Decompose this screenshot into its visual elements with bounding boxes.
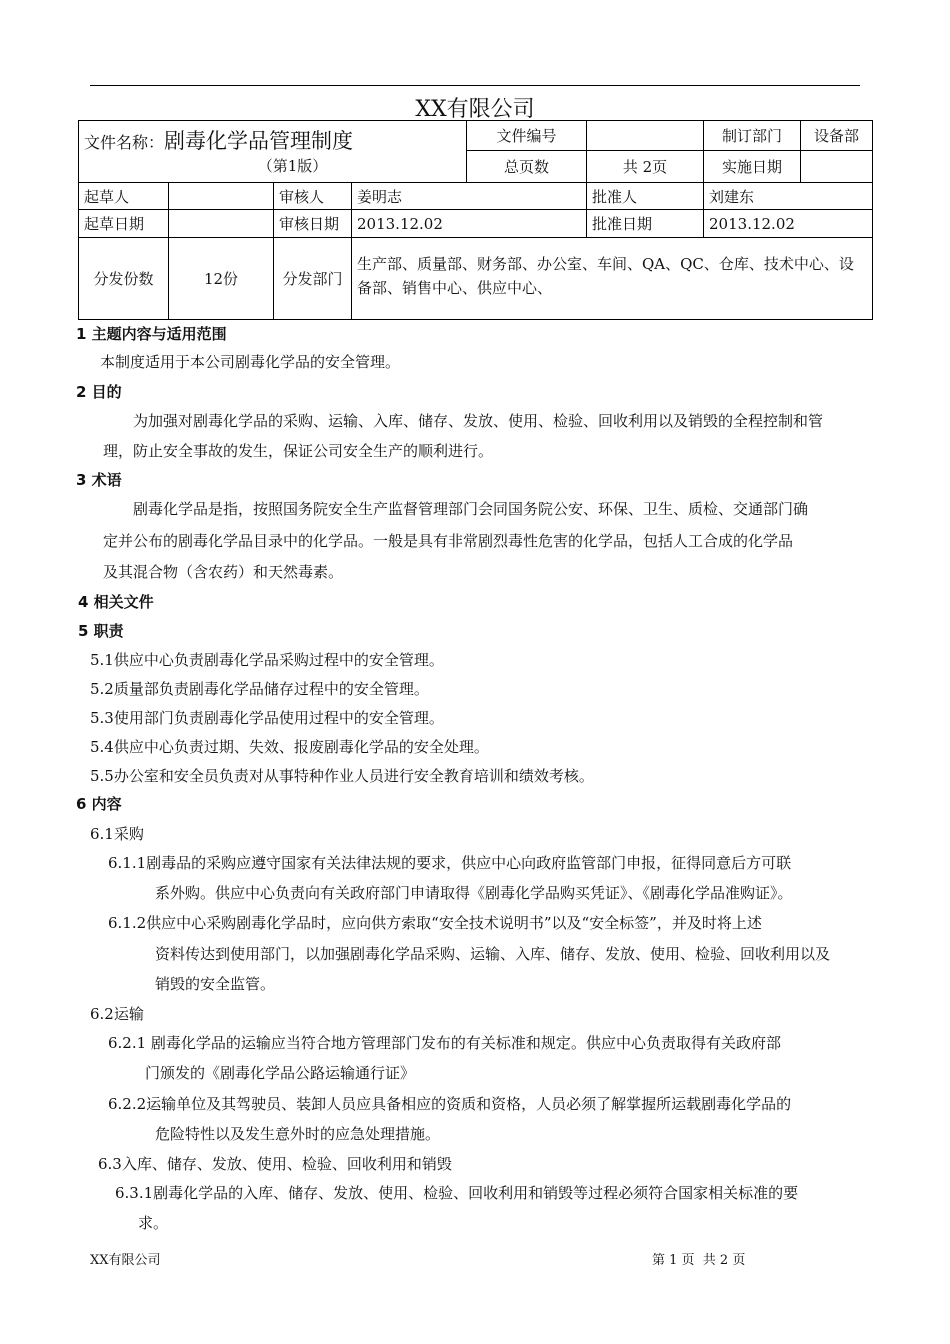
file-name: 剧毒化学品管理制度: [164, 129, 354, 153]
approver-label: 批准人: [587, 183, 704, 210]
section-3-line-3: 及其混合物（含农药）和天然毒素。: [103, 563, 344, 581]
drafter-value: [169, 183, 274, 210]
file-no-label: 文件编号: [467, 121, 587, 151]
clause-6-1-1-line-1: 6.1.1剧毒品的采购应遵守国家有关法律法规的要求，供应中心向政府监管部门申报，征得同意后方可联: [108, 854, 792, 872]
dist-dept-label: 分发部门: [274, 238, 352, 320]
section-6-title: 6 内容: [76, 795, 122, 813]
section-2-line-2: 理，防止安全事故的发生，保证公司安全生产的顺利进行。: [103, 442, 494, 460]
footer-company: XX有限公司: [90, 1253, 161, 1268]
draft-date-label: 起草日期: [79, 210, 169, 238]
section-6-2-title: 6.2运输: [90, 1005, 144, 1023]
dept-label: 制订部门: [704, 121, 801, 151]
file-name-cell: [79, 121, 467, 183]
duty-item: 5.1供应中心负责剧毒化学品采购过程中的安全管理。: [90, 651, 444, 669]
file-name-label: 文件名称：: [84, 133, 165, 152]
review-date-value: 2013.12.02: [352, 210, 587, 238]
footer-page-info: 第 1 页 共 2 页: [652, 1253, 746, 1268]
effective-date-value: [801, 151, 873, 183]
total-pages-value: 共 2页: [587, 151, 704, 183]
duty-item: 5.4供应中心负责过期、失效、报废剧毒化学品的安全处理。: [90, 738, 489, 756]
duty-item: 5.2质量部负责剧毒化学品储存过程中的安全管理。: [90, 680, 429, 698]
copies-label: 分发份数: [79, 238, 169, 320]
section-3-title: 3 术语: [76, 471, 122, 489]
approver-value: 刘建东: [704, 183, 873, 210]
reviewer-label: 审核人: [274, 183, 352, 210]
clause-6-2-1-line-1: 6.2.1 剧毒化学品的运输应当符合地方管理部门发布的有关标准和规定。供应中心负责取得有关政府部: [108, 1034, 781, 1052]
clause-6-1-2-line-1: 6.1.2供应中心采购剧毒化学品时，应向供方索取“安全技术说明书”以及“安全标签”，并及时将上述: [108, 914, 762, 932]
header-rule: [90, 85, 860, 86]
section-6-3-title: 6.3入库、储存、发放、使用、检验、回收利用和销毁: [98, 1155, 452, 1173]
approve-date-label: 批准日期: [587, 210, 704, 238]
clause-6-3-1-line-2: 求。: [138, 1214, 169, 1232]
dist-dept-value: 生产部、质量部、财务部、办公室、车间、QA、QC、仓库、技术中心、设备部、销售中心、供应中心、: [352, 238, 873, 320]
section-3-line-1: 剧毒化学品是指，按照国务院安全生产监督管理部门会同国务院公安、环保、卫生、质检、交通部门确: [133, 500, 809, 518]
total-pages-label: 总页数: [467, 151, 587, 183]
effective-date-label: 实施日期: [704, 151, 801, 183]
clause-6-1-2-line-2: 资料传达到使用部门，以加强剧毒化学品采购、运输、入库、储存、发放、使用、检验、回收利用以及: [155, 945, 831, 963]
reviewer-value: 姜明志: [352, 183, 587, 210]
approve-date-value: 2013.12.02: [704, 210, 873, 238]
section-4-title: 4 相关文件: [78, 593, 154, 611]
section-1-text: 本制度适用于本公司剧毒化学品的安全管理。: [100, 353, 401, 371]
version-label: （第1版）: [257, 157, 328, 175]
dept-value: 设备部: [801, 121, 873, 151]
draft-date-value: [169, 210, 274, 238]
section-5-title: 5 职责: [78, 622, 124, 640]
section-3-line-2: 定并公布的剧毒化学品目录中的化学品。一般是具有非常剧烈毒性危害的化学品，包括人工合成的化学品: [103, 532, 794, 550]
clause-6-2-1-line-2: 门颁发的《剧毒化学品公路运输通行证》: [145, 1064, 416, 1082]
section-6-1-title: 6.1采购: [90, 825, 144, 843]
clause-6-1-2-line-3: 销毁的安全监管。: [155, 975, 276, 993]
duty-item: 5.5办公室和安全员负责对从事特种作业人员进行安全教育培训和绩效考核。: [90, 767, 594, 785]
section-1-title: 1 主题内容与适用范围: [76, 325, 227, 343]
section-2-title: 2 目的: [76, 383, 122, 401]
company-title: XX有限公司: [415, 97, 535, 122]
duty-item: 5.3使用部门负责剧毒化学品使用过程中的安全管理。: [90, 709, 444, 727]
drafter-label: 起草人: [79, 183, 169, 210]
clause-6-2-2-line-2: 危险特性以及发生意外时的应急处理措施。: [155, 1125, 441, 1143]
section-2-line-1: 为加强对剧毒化学品的采购、运输、入库、储存、发放、使用、检验、回收利用以及销毁的全程控制和管: [133, 412, 824, 430]
copies-value: 12份: [169, 238, 274, 320]
clause-6-1-1-line-2: 系外购。供应中心负责向有关政府部门申请取得《剧毒化学品购买凭证》、《剧毒化学品准购证》。: [155, 884, 793, 902]
document-info-table: [78, 120, 873, 320]
review-date-label: 审核日期: [274, 210, 352, 238]
clause-6-2-2-line-1: 6.2.2运输单位及其驾驶员、装卸人员应具备相应的资质和资格，人员必须了解掌握所运载剧毒化学品的: [108, 1095, 792, 1113]
clause-6-3-1-line-1: 6.3.1剧毒化学品的入库、储存、发放、使用、检验、回收利用和销毁等过程必须符合国家相关标准的要: [115, 1184, 799, 1202]
file-no-value: [587, 121, 704, 151]
